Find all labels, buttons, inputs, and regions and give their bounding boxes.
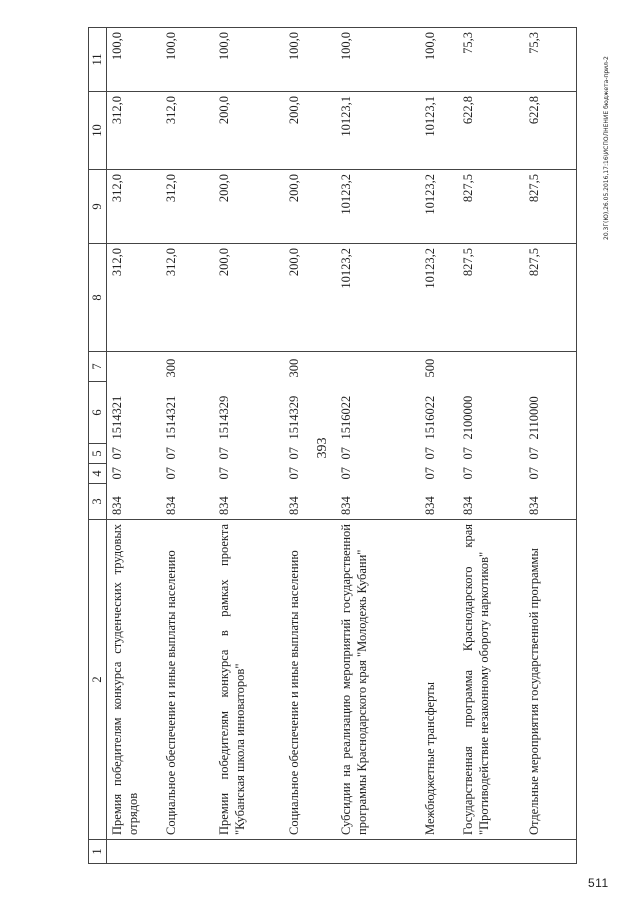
cell-c10: 312,0 [107,92,162,170]
cell-c6: 1514321 [110,395,124,440]
row-index-cell [107,840,162,864]
cell-c3: 834 [214,484,284,520]
cell-c3: 834 [458,484,524,520]
cell-c11: 100,0 [161,28,214,92]
cell-c8: 827,5 [458,244,524,352]
budget-table [88,27,577,864]
cell-c9: 10123,2 [336,170,420,244]
header-cell: 9 [89,170,107,244]
header-cell: 10 [89,92,107,170]
cell-c3: 834 [336,484,420,520]
cell-c5: 07 [524,444,577,464]
cell-c9: 312,0 [161,170,214,244]
cell-c10: 622,8 [458,92,524,170]
cell-c10: 200,0 [284,92,336,170]
cell-c6: 1514329 [217,395,231,440]
header-cell: 6 [89,382,107,444]
cell-c5: 07 [339,447,353,460]
cell-c4: 07 [423,467,437,480]
cell-c3: 834 [524,484,577,520]
row-name: Социальное обеспечение и иные выплаты населению [161,520,214,840]
row-index-cell [161,840,214,864]
cell-c7 [524,352,577,382]
cell-c5: 07 [110,447,124,460]
cell-c7 [336,352,420,382]
cell-c4: 07 [164,467,178,480]
cell-c9: 312,0 [107,170,162,244]
page-number: 393 [315,437,330,459]
cell-c3: 834 [161,484,214,520]
cell-c7 [107,352,162,382]
cell-c7: 300 [161,352,214,382]
cell-c6: 2100000 [461,395,475,440]
cell-c5: 07 [164,447,178,460]
cell-c8: 827,5 [524,244,577,352]
row-name: Межбюджетные трансферты [420,520,458,840]
header-row [89,28,107,864]
cell-c4: 07 [461,467,475,480]
cell-c4: 07 [339,467,353,480]
row-name: Государственная программа Краснодарского края "Противодействие незаконному обороту наркотиков" [458,520,524,840]
table-row [214,28,284,864]
cell-c11: 100,0 [107,28,162,92]
cell-c6: 1516022 [423,395,437,440]
cell-c5: 07 [217,447,231,460]
cell-c11: 100,0 [420,28,458,92]
cell-c9: 827,5 [458,170,524,244]
cell-c10: 10123,1 [336,92,420,170]
cell-c9: 200,0 [214,170,284,244]
header-cell: 1 [89,840,107,864]
cell-c6: 1514329 [287,395,301,440]
row-name: Премии победителям конкурса в рамках проекта "Кубанская школа инноваторов" [214,520,284,840]
cell-c4: 07 [217,467,231,480]
budget-table-container [88,28,541,864]
cell-c10: 10123,1 [420,92,458,170]
cell-c8: 10123,2 [336,244,420,352]
row-name: Премия победителям конкурса студенческих трудовых отрядов [107,520,162,840]
cell-c8: 200,0 [214,244,284,352]
cell-c3: 834 [107,484,162,520]
header-cell: 8 [89,244,107,352]
cell-c3: 834 [420,484,458,520]
header-cell: 7 [89,352,107,382]
cell-c7 [458,352,524,382]
row-index-cell [214,840,284,864]
cell-c11: 100,0 [336,28,420,92]
cell-c5: 07 [287,447,301,460]
table-row [107,28,162,864]
cell-c5: 07 [423,447,437,460]
cell-c11: 100,0 [284,28,336,92]
table-row [336,28,420,864]
cell-c8: 312,0 [107,244,162,352]
cell-c6: 1516022 [339,395,353,440]
cell-c8: 312,0 [161,244,214,352]
cell-c6: 1514321 [164,395,178,440]
cell-c10: 200,0 [214,92,284,170]
file-stamp: 20.3Г(Ю),26.05.2016,17:16\ИСПОЛНЕНИЕ бюджета-прил-2 [603,56,610,240]
cell-c4: 07 [287,467,301,480]
cell-c8: 200,0 [284,244,336,352]
table-row [458,28,524,864]
cell-c10: 312,0 [161,92,214,170]
row-index-cell [420,840,458,864]
cell-c9: 827,5 [524,170,577,244]
sheet-number: 511 [588,876,609,890]
row-index-cell [524,840,577,864]
header-cell: 5 [89,444,107,464]
header-cell: 4 [89,464,107,484]
cell-c11: 75,3 [524,28,577,92]
cell-c7 [214,352,284,382]
cell-c9: 10123,2 [420,170,458,244]
header-cell: 3 [89,484,107,520]
cell-c11: 100,0 [214,28,284,92]
cell-c3: 834 [284,484,336,520]
table-row [524,28,577,864]
cell-c11: 75,3 [458,28,524,92]
table-row [161,28,214,864]
row-index-cell [458,840,524,864]
cell-c9: 200,0 [284,170,336,244]
cell-c4: 07 [524,464,577,484]
cell-c10: 622,8 [524,92,577,170]
cell-c6: 2110000 [524,382,577,444]
table-row [420,28,458,864]
cell-c5: 07 [461,447,475,460]
cell-c8: 10123,2 [420,244,458,352]
row-index-cell [336,840,420,864]
cell-c4: 07 [110,467,124,480]
header-cell: 11 [89,28,107,92]
cell-c7: 300 [284,352,336,382]
header-cell: 2 [89,520,107,840]
row-name: Социальное обеспечение и иные выплаты населению [284,520,336,840]
cell-c7: 500 [420,352,458,382]
row-name: Субсидии на реализацию мероприятий государственной программы Краснодарского края "Молодежь Кубани" [336,520,420,840]
row-name: Отдельные мероприятия государственной программы [524,520,577,840]
row-index-cell [284,840,336,864]
table-row [284,28,336,864]
